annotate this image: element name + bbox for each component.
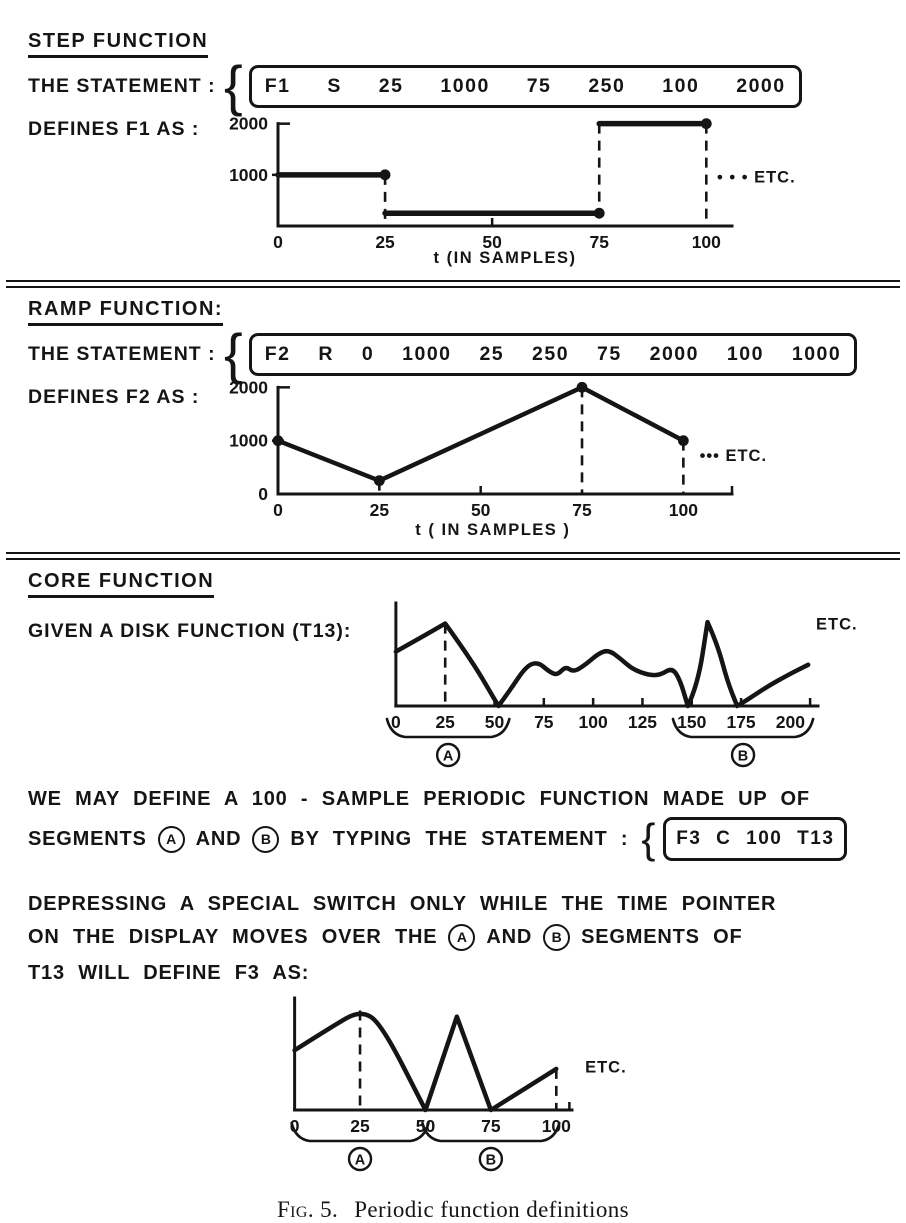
f3-function-chart [250,990,680,1186]
ramp-statement-row [28,322,906,385]
x-tick-label: 150 [677,712,707,732]
given-disk-function-label: GIVEN A DISK FUNCTION (T13): [28,620,352,642]
ramp-chart-row [28,376,906,540]
x-tick-label: 0 [289,1116,300,1136]
x-tick-label: 50 [415,1116,436,1136]
data-point [594,208,605,219]
figure-caption-text: Periodic function definitions [354,1197,629,1222]
segment-b-badge: B [252,826,279,853]
segment-label: B [485,1152,497,1169]
disk-function-chart [380,598,890,778]
paragraph-text: AND [195,828,242,850]
x-tick-label: 50 [470,500,491,520]
x-tick-label: 25 [375,232,395,252]
data-point [701,118,712,129]
x-tick-label: 200 [775,712,805,732]
ramp-section-title: RAMP FUNCTION: [28,298,223,326]
paragraph-text: ON THE DISPLAY MOVES OVER THE [28,926,438,948]
section-divider [6,280,900,288]
function-curve [396,622,808,706]
step-function-chart [212,108,862,268]
x-tick-label: 100 [668,500,698,520]
y-tick-label: 2000 [229,113,268,134]
x-tick-label: 25 [435,712,455,732]
x-tick-label: 75 [534,712,554,732]
left-brace-glyph: { [224,54,243,117]
x-tick-label: 100 [541,1116,571,1136]
segment-label: A [442,748,454,765]
function-curve [278,387,683,480]
step-chart-row [28,108,906,268]
y-tick-label: 1000 [229,164,268,185]
statement-box-f3: F3 C 100 T13 [663,817,847,861]
define-statement-paragraph [0,784,906,861]
data-point [678,435,689,446]
x-tick-label: 125 [627,712,658,732]
statement-box-f2: F2 R 0 1000 25 250 75 2000 100 1000 [249,333,858,376]
y-tick-label: 1000 [229,430,268,451]
segment-a-badge: A [448,924,475,951]
paragraph-text: BY TYPING THE STATEMENT : [290,828,629,850]
y-tick-label: 0 [258,484,268,504]
ramp-function-section [0,298,906,540]
statement-box-f1: F1 S 25 1000 75 250 100 2000 [249,65,802,108]
statement-label: THE STATEMENT : [28,74,216,97]
x-tick-label: 75 [589,232,609,252]
x-tick-label: 50 [484,712,505,732]
core-function-section [0,570,906,778]
left-brace-glyph: { [224,322,243,385]
x-tick-label: 0 [273,500,283,520]
segment-label: A [354,1152,366,1169]
step-section-title: STEP FUNCTION [28,30,208,58]
data-point [374,475,385,486]
f3-chart-wrap [250,990,906,1191]
statement-label: THE STATEMENT : [28,342,216,365]
paragraph-text: SEGMENTS OF [581,926,743,948]
paragraph-line: T13 WILL DEFINE F3 AS: [28,962,310,984]
paragraph-line [28,922,906,952]
core-section-title: CORE FUNCTION [28,570,214,598]
step-statement-row [28,54,906,117]
defines-f1-label: DEFINES F1 AS : [28,118,200,140]
x-tick-label: 175 [726,712,756,732]
paragraph-line-with-statement [28,817,906,861]
x-tick-label: 25 [350,1116,370,1136]
x-axis-title: t (IN SAMPLES) [433,249,577,267]
x-tick-label: 75 [572,500,592,520]
figure-number: Fig. 5. [276,1197,339,1222]
segment-label: B [737,748,749,765]
etc-label: ETC. [585,1058,627,1077]
function-curve [295,1014,557,1110]
etc-label: • • • ETC. [717,168,796,187]
x-tick-label: 25 [369,500,390,520]
x-tick-label: 75 [481,1116,501,1136]
data-point [380,169,391,180]
segment-a-badge: A [158,826,185,853]
paragraph-text: AND [486,926,533,948]
paragraph-line: DEPRESSING A SPECIAL SWITCH ONLY WHILE THE TIME POINTER [28,893,777,915]
paragraph-text: SEGMENTS [28,828,147,850]
left-brace-glyph: { [641,815,657,862]
x-tick-label: 50 [482,232,502,252]
switch-paragraph [0,889,906,988]
x-tick-label: 100 [578,712,608,732]
core-chart-row [28,598,906,778]
etc-label: ETC. [816,615,858,634]
defines-f2-label: DEFINES F2 AS : [28,386,200,408]
ramp-function-chart [212,376,862,540]
x-tick-label: 100 [691,232,721,252]
etc-label: ••• ETC. [699,446,768,465]
step-function-section [0,30,906,268]
y-tick-label: 2000 [229,377,268,398]
data-point [577,382,588,393]
x-tick-label: 0 [391,712,401,732]
figure-caption [0,1197,906,1223]
data-point [273,435,284,446]
section-divider [6,552,900,560]
x-axis-title: t ( IN SAMPLES ) [415,521,571,539]
x-tick-label: 0 [273,232,283,252]
paragraph-line: WE MAY DEFINE A 100 - SAMPLE PERIODIC FUNCTION MADE UP OF [28,788,810,810]
segment-b-badge: B [543,924,570,951]
